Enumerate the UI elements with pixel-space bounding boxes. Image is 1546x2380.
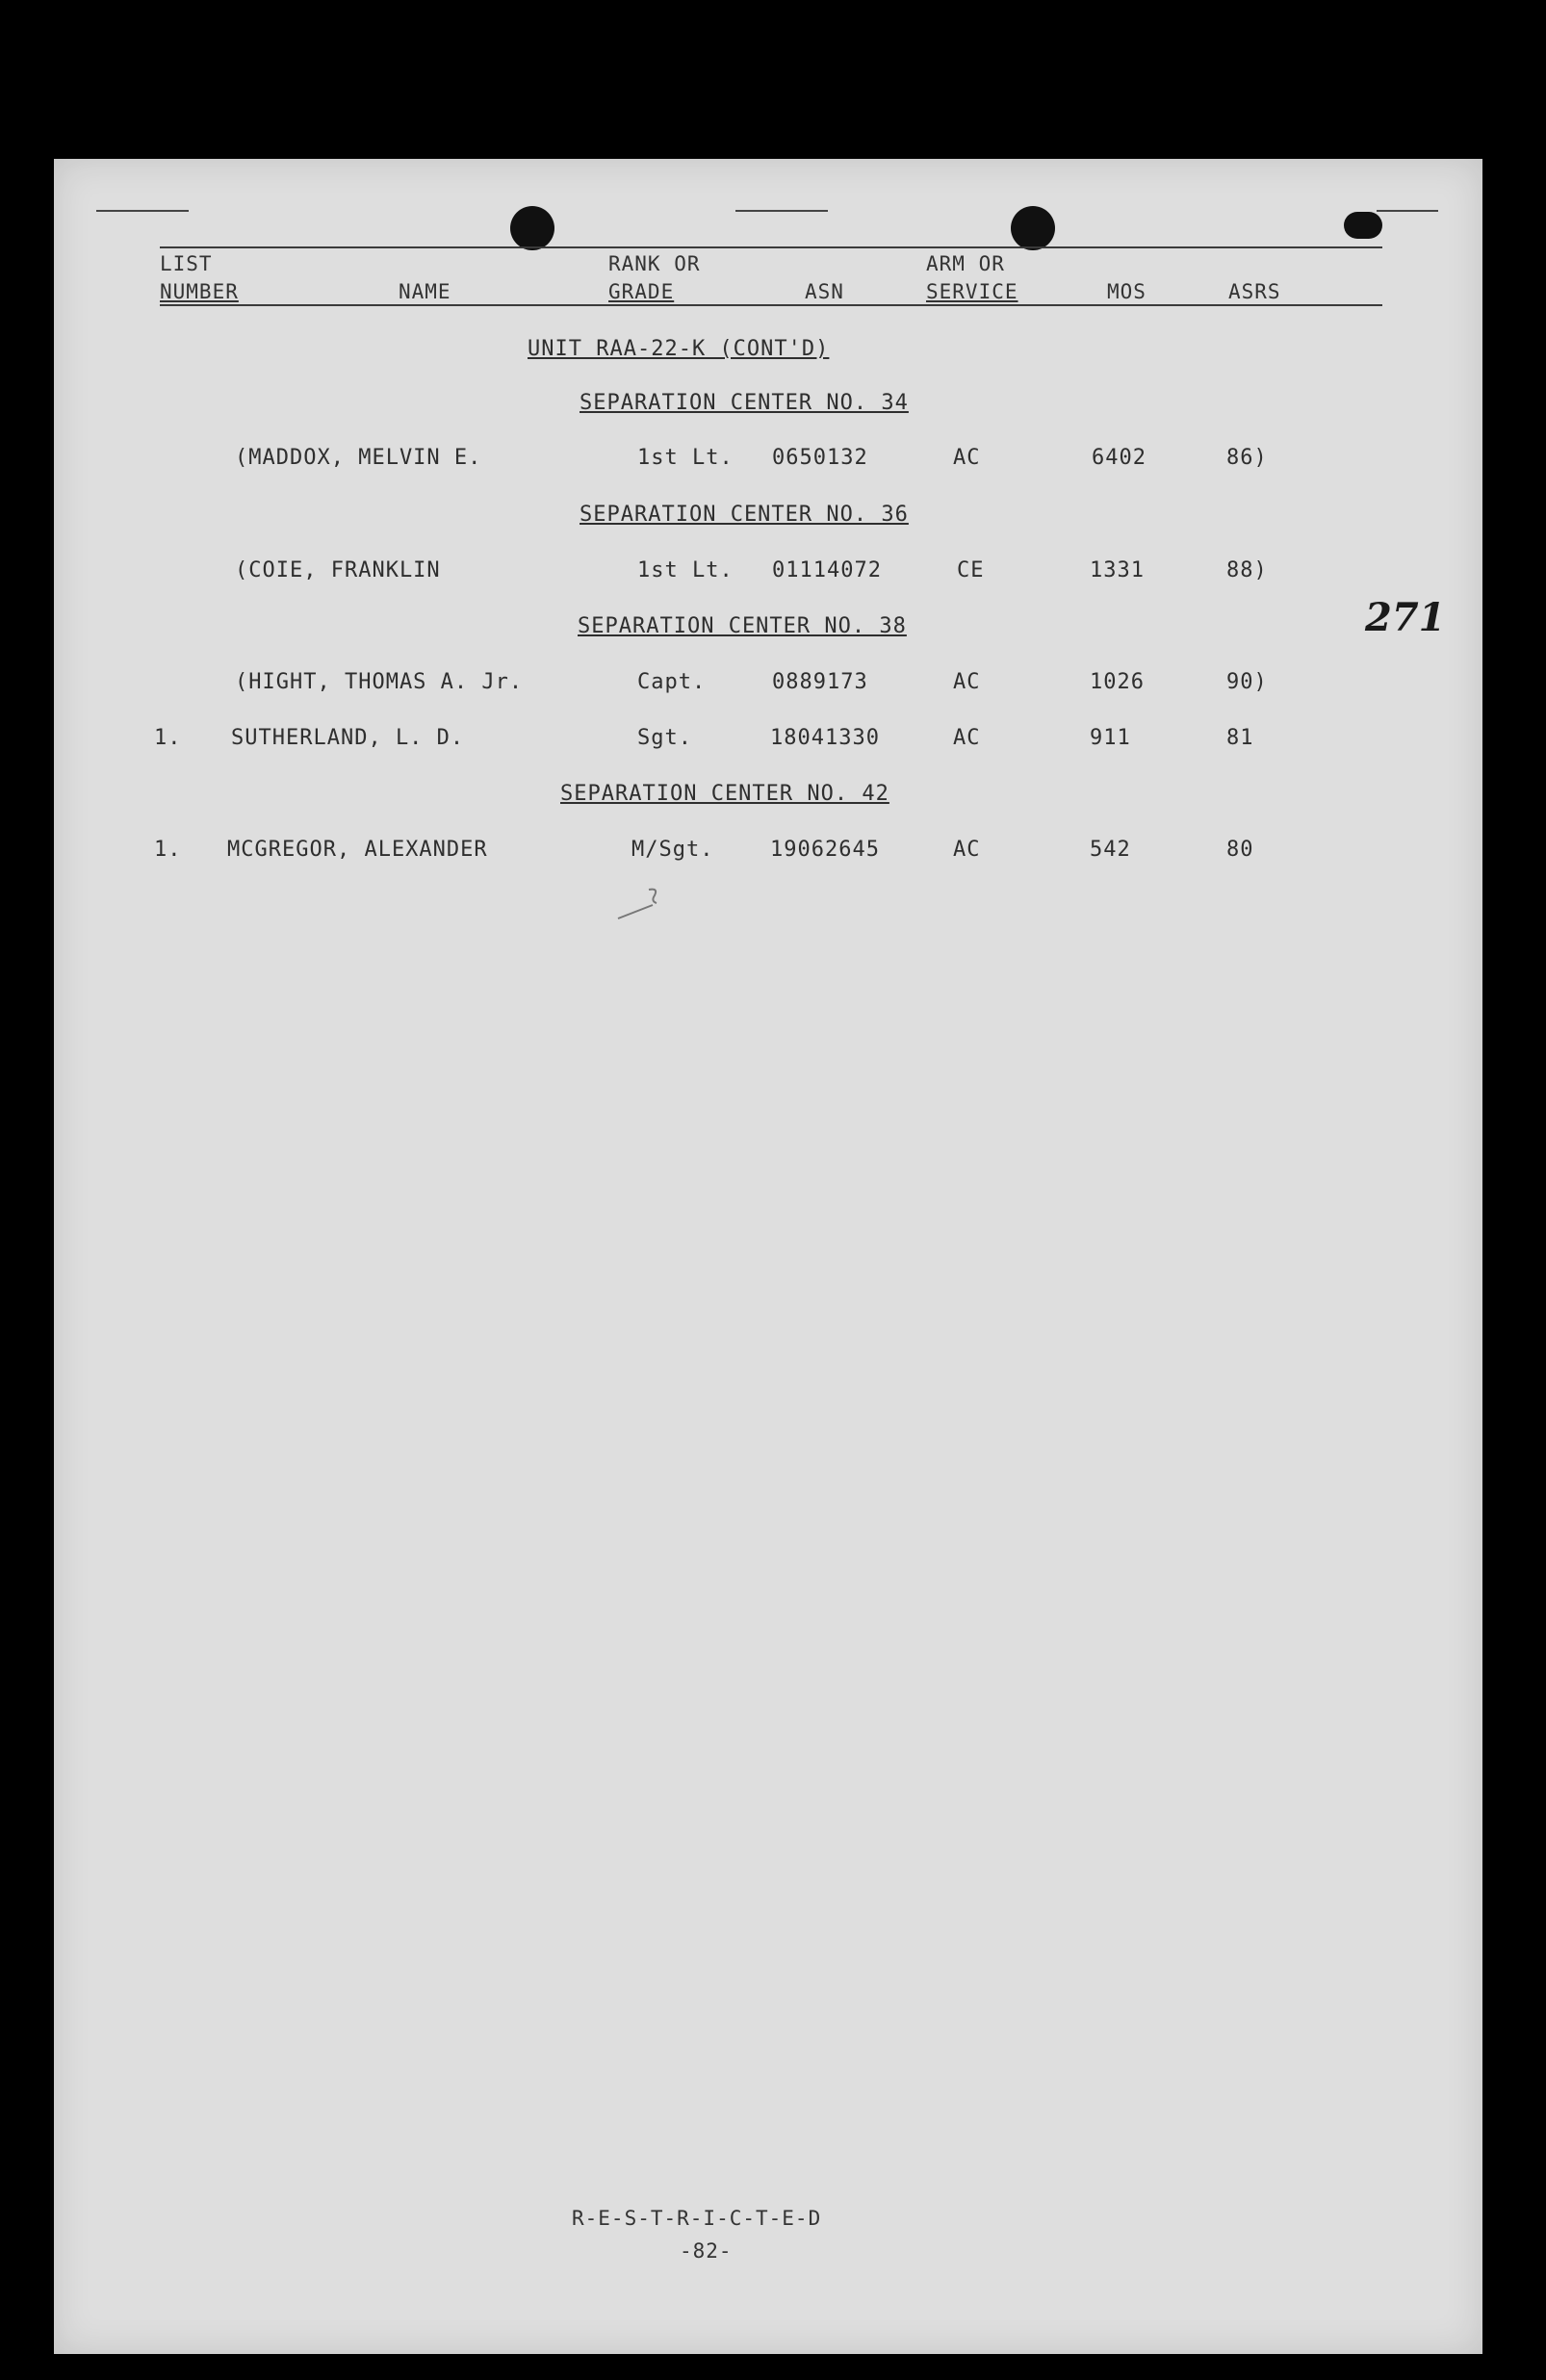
header-top-rule [160, 246, 1382, 248]
row-asrs: 90) [1226, 670, 1268, 694]
row-arm: AC [953, 670, 981, 694]
row-asn: 0650132 [772, 446, 868, 470]
row-rank: 1st Lt. [637, 446, 734, 470]
row-rank: 1st Lt. [637, 558, 734, 582]
header-list-number: LIST NUMBER [160, 252, 239, 303]
punch-hole-middle [1011, 206, 1055, 250]
unit-title: UNIT RAA-22-K (CONT'D) [528, 337, 830, 361]
row-asn: 18041330 [770, 726, 880, 750]
row-name: (HIGHT, THOMAS A. Jr. [235, 670, 524, 694]
header-name: NAME [399, 280, 451, 303]
row-rank: Sgt. [637, 726, 692, 750]
header-asn: ASN [805, 280, 844, 303]
top-dash-right [1377, 210, 1438, 212]
row-mos: 542 [1090, 838, 1131, 862]
footer-classification: R-E-S-T-R-I-C-T-E-D [572, 2207, 822, 2230]
row-mos: 911 [1090, 726, 1131, 750]
header-arm-or-service: ARM OR SERVICE [926, 252, 1018, 303]
header-asrs: ASRS [1228, 280, 1281, 303]
row-arm: CE [957, 558, 985, 582]
row-name: (COIE, FRANKLIN [235, 558, 441, 582]
top-dash-left [96, 210, 189, 212]
row-asn: 19062645 [770, 838, 880, 862]
row-list-number: 1. [154, 838, 182, 862]
row-name: (MADDOX, MELVIN E. [235, 446, 482, 470]
header-rank-or-grade: RANK OR GRADE [608, 252, 701, 303]
row-rank: Capt. [637, 670, 707, 694]
row-asn: 01114072 [772, 558, 882, 582]
row-asrs: 81 [1226, 726, 1254, 750]
section-title: SEPARATION CENTER NO. 42 [560, 782, 889, 806]
row-asrs: 86) [1226, 446, 1268, 470]
row-name: MCGREGOR, ALEXANDER [227, 838, 488, 862]
header-mos: MOS [1107, 280, 1147, 303]
row-name: SUTHERLAND, L. D. [231, 726, 465, 750]
row-asn: 0889173 [772, 670, 868, 694]
row-arm: AC [953, 838, 981, 862]
row-asrs: 88) [1226, 558, 1268, 582]
section-title: SEPARATION CENTER NO. 38 [578, 614, 907, 638]
section-title: SEPARATION CENTER NO. 36 [580, 503, 909, 527]
row-arm: AC [953, 446, 981, 470]
document-page [54, 159, 1482, 2354]
section-title: SEPARATION CENTER NO. 34 [580, 391, 909, 415]
punch-hole-right [1344, 212, 1382, 239]
row-asrs: 80 [1226, 838, 1254, 862]
row-arm: AC [953, 726, 981, 750]
row-rank: M/Sgt. [631, 838, 714, 862]
header-bottom-rule [160, 304, 1382, 306]
row-list-number: 1. [154, 726, 182, 750]
row-mos: 6402 [1092, 446, 1147, 470]
punch-hole-left [510, 206, 554, 250]
pencil-check-mark [614, 876, 672, 924]
row-mos: 1026 [1090, 670, 1145, 694]
top-dash-center [735, 210, 828, 212]
row-mos: 1331 [1090, 558, 1145, 582]
footer-page-number: -82- [680, 2239, 733, 2263]
stamp-number: 271 [1365, 595, 1446, 640]
